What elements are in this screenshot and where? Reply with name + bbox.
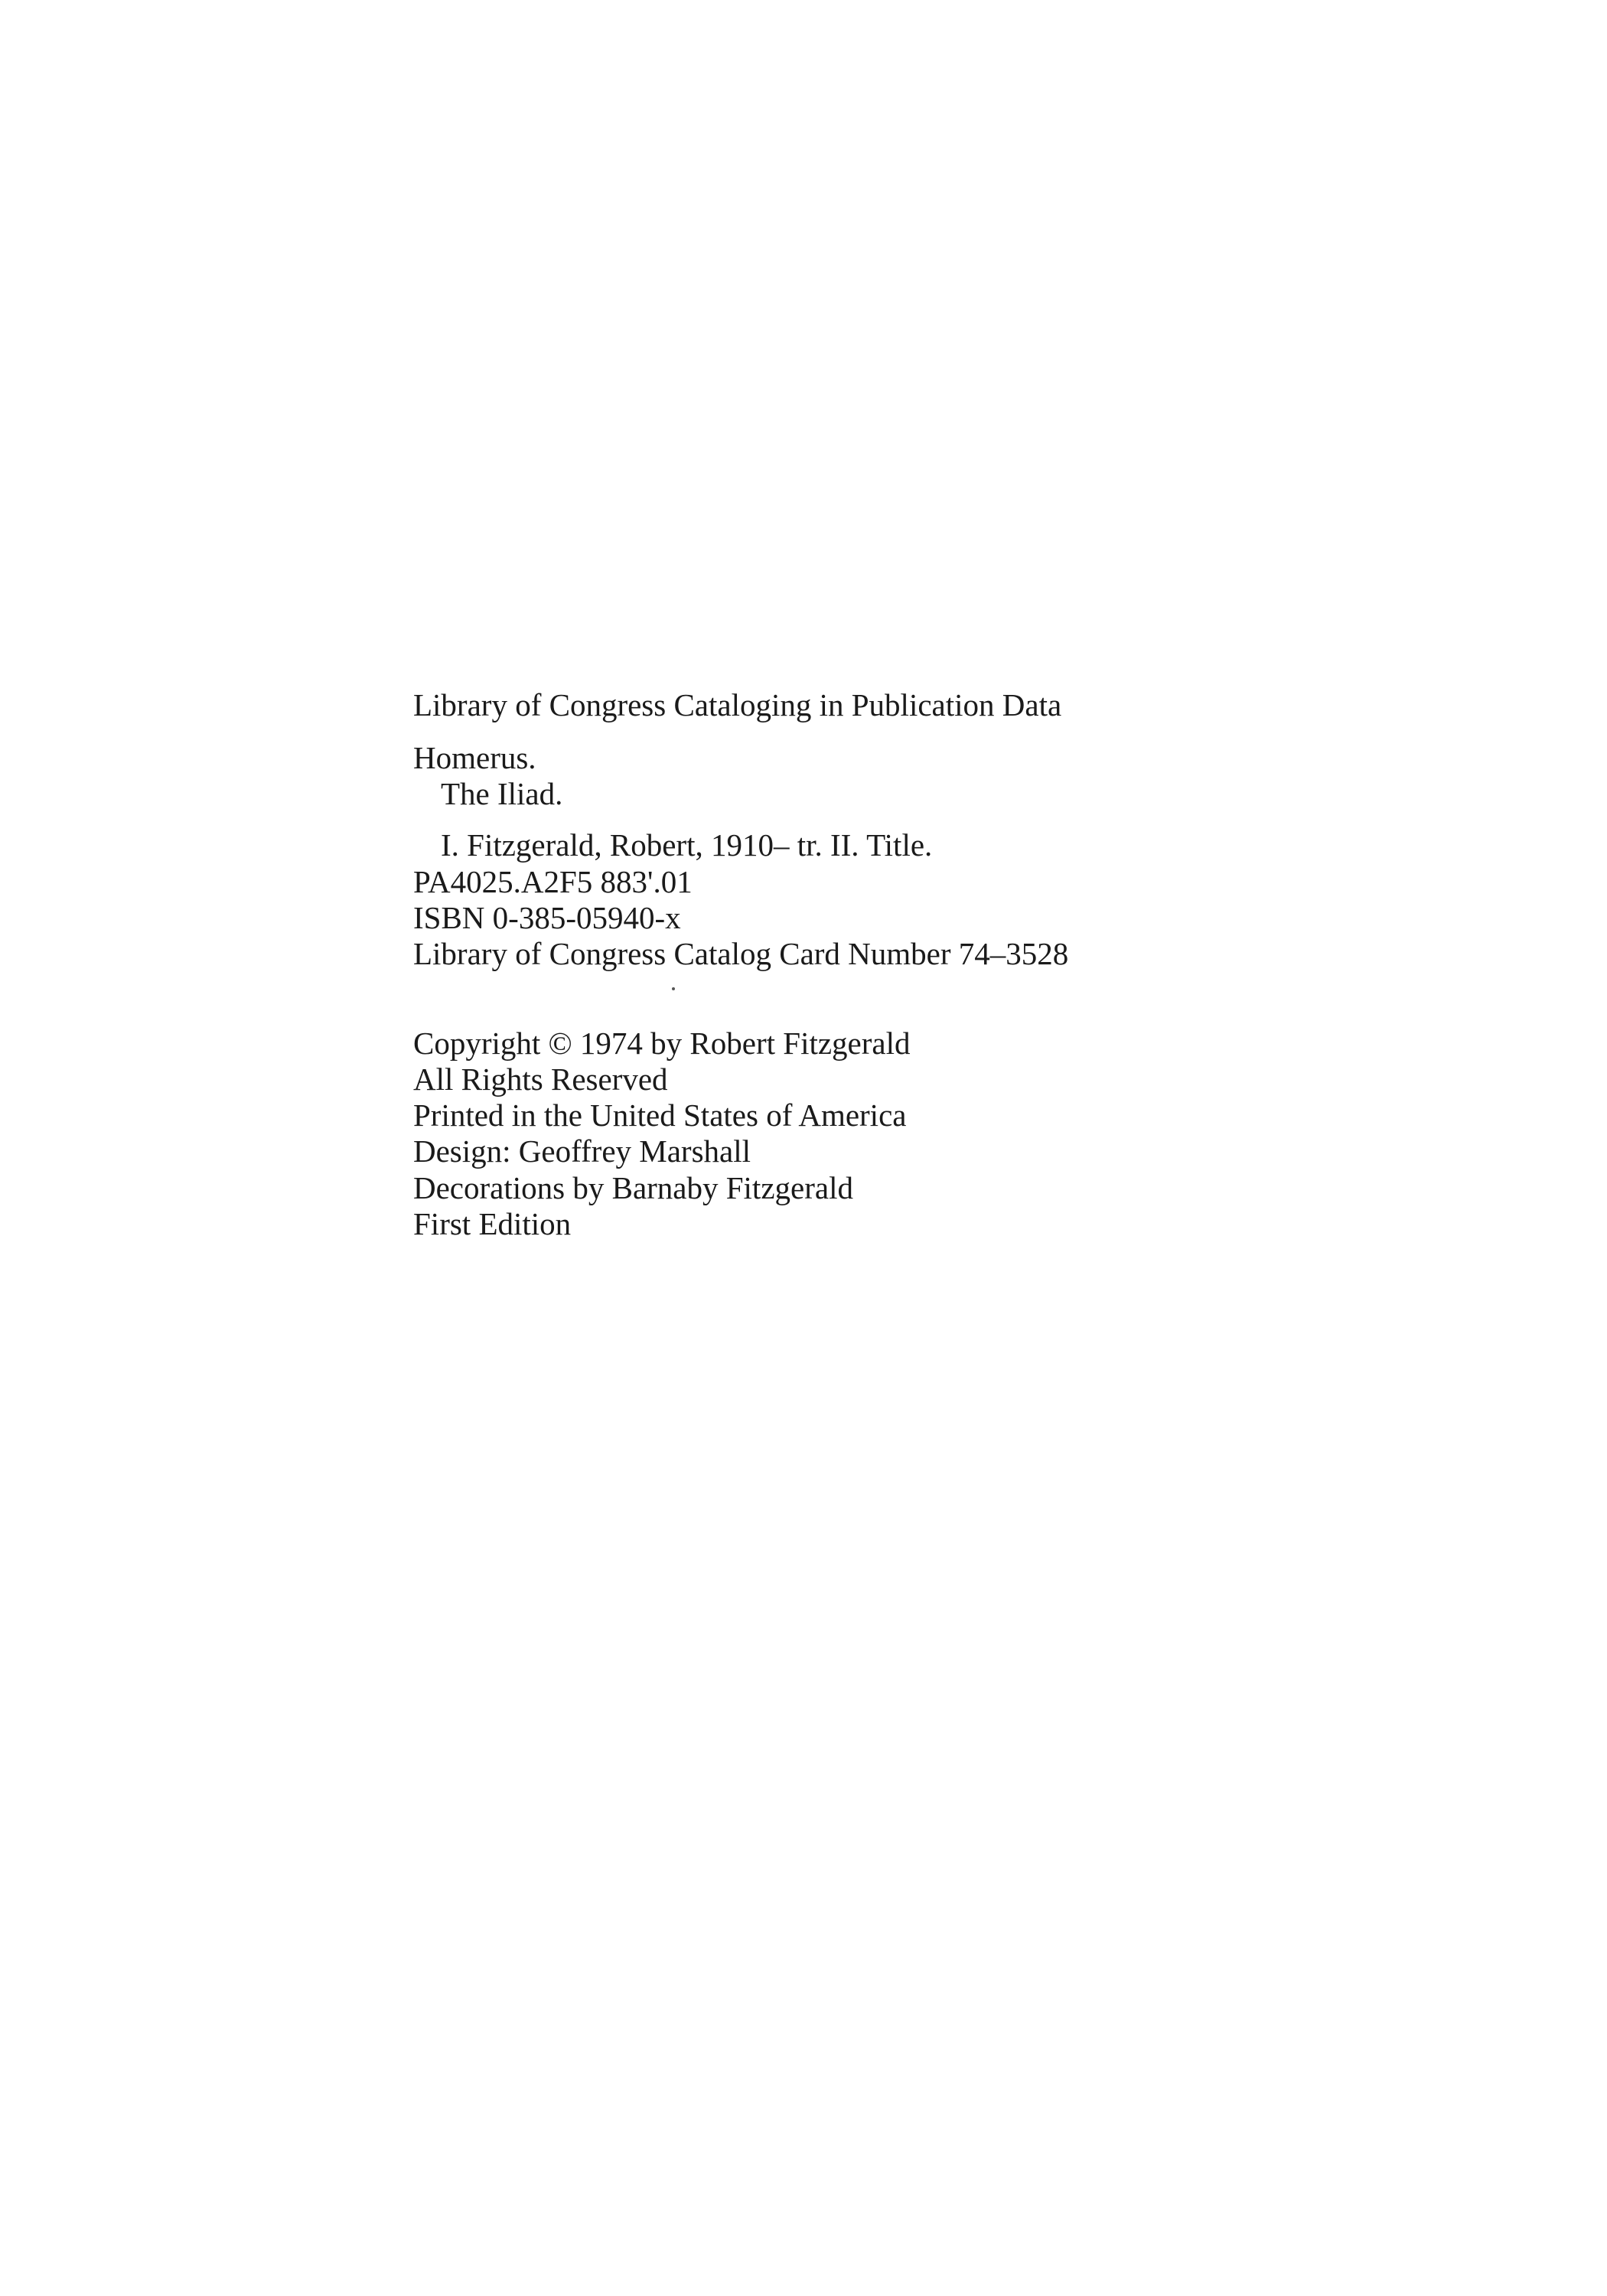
cip-catalog-card-number: Library of Congress Catalog Card Number 74–3528 <box>413 935 1069 971</box>
cip-author: Homerus. <box>413 740 536 776</box>
decorations-credit: Decorations by Barnaby Fitzgerald <box>413 1169 853 1205</box>
printed-in: Printed in the United States of America <box>413 1097 907 1133</box>
copyright-block <box>413 1026 1332 1242</box>
copyright-notice: Copyright © 1974 by Robert Fitzgerald <box>413 1026 911 1061</box>
edition-statement: First Edition <box>413 1205 572 1241</box>
design-credit: Design: Geoffrey Marshall <box>413 1133 751 1169</box>
cip-title: The Iliad. <box>441 776 563 812</box>
cip-data-block <box>413 687 1332 972</box>
cip-isbn: ISBN 0-385-05940-x <box>413 899 681 935</box>
rights-statement: All Rights Reserved <box>413 1062 668 1097</box>
cip-header: Library of Congress Cataloging in Publication Data <box>413 687 1062 722</box>
cip-tracings: I. Fitzgerald, Robert, 1910– tr. II. Title. <box>441 827 933 863</box>
cip-call-number: PA4025.A2F5 883'.01 <box>413 863 693 899</box>
separator-dot <box>672 987 675 990</box>
